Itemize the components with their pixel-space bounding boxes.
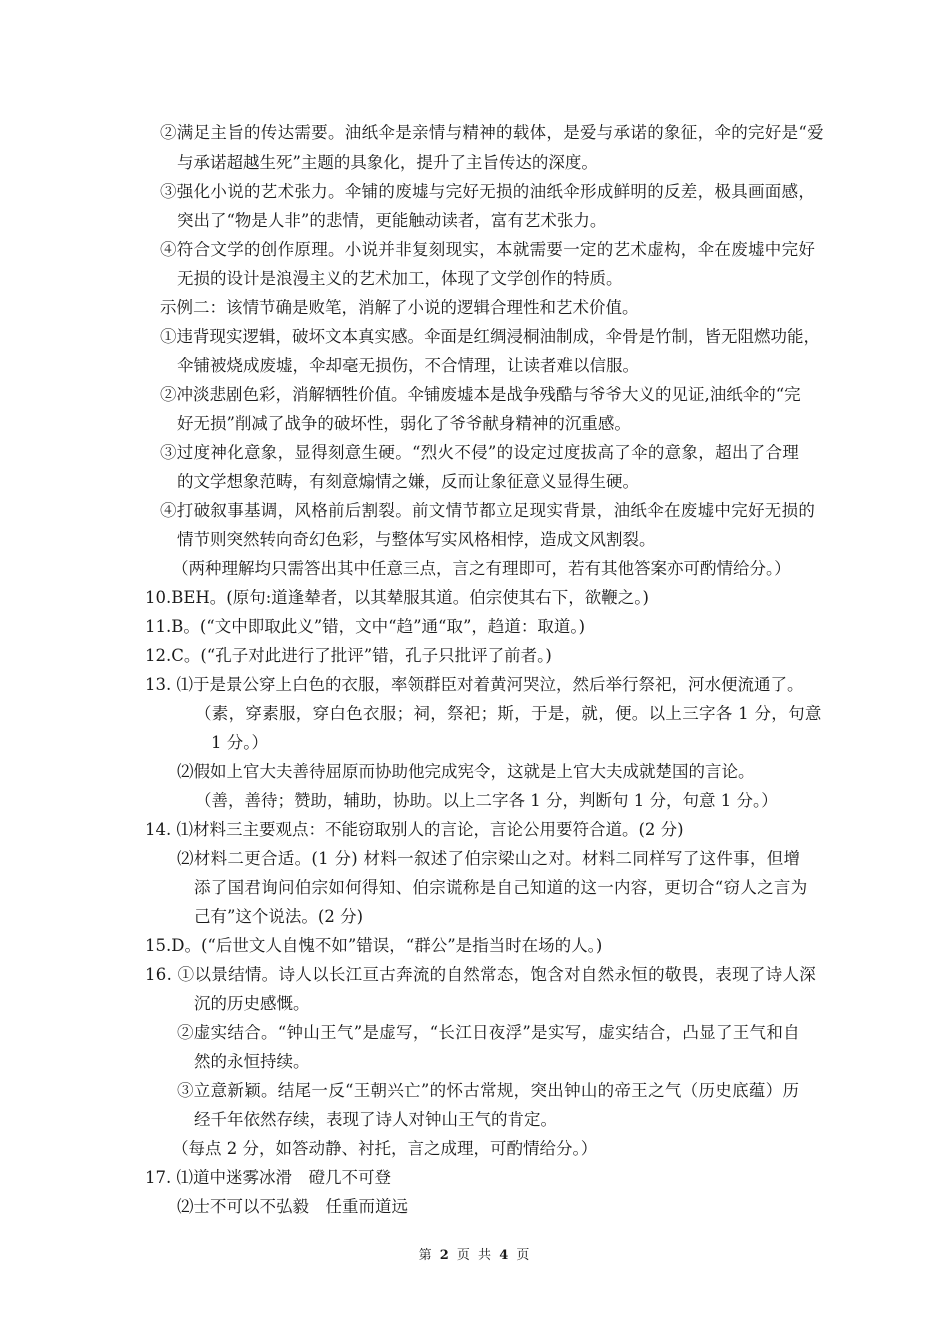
text-line: ③过度神化意象，显得刻意生硬。“烈火不侵”的设定过度拔高了伞的意象，超出了合理 <box>160 443 800 462</box>
text-line: 11.B。(“文中即取此义”错，文中“趋”通“取”，趋道：取道。) <box>145 617 586 636</box>
text-line: ④打破叙事基调，风格前后割裂。前文情节都立足现实背景，油纸伞在废墟中完好无损的 <box>160 501 816 520</box>
text-line: ⑵士不可以不弘毅 任重而道远 <box>177 1197 408 1216</box>
text-line: 与承诺超越生死”主题的具象化，提升了主旨传达的深度。 <box>177 153 598 172</box>
text-line: 然的永恒持续。 <box>194 1052 310 1071</box>
text-line: 13. ⑴于是景公穿上白色的衣服，率领群臣对着黄河哭泣，然后举行祭祀，河水便流通了。 <box>145 675 804 694</box>
text-line: 情节则突然转向奇幻色彩，与整体写实风格相悖，造成文风割裂。 <box>177 530 656 549</box>
text-line: 16. ①以景结情。诗人以长江亘古奔流的自然常态，饱含对自然永恒的敬畏，表现了诗人深 <box>145 965 817 984</box>
text-line: 17. ⑴道中迷雾冰滑 磴几不可登 <box>145 1168 391 1187</box>
text-line: （两种理解均只需答出其中任意三点，言之有理即可，若有其他答案亦可酌情给分。） <box>172 559 791 578</box>
total-page-number: 4 <box>499 1248 511 1263</box>
page-footer <box>0 1247 950 1265</box>
text-line: ⑵假如上官大夫善待屈原而协助他完成宪令，这就是上官大夫成就楚国的言论。 <box>177 762 755 781</box>
text-line: ②冲淡悲剧色彩，消解牺牲价值。伞铺废墟本是战争残酷与爷爷大义的见证,油纸伞的“完 <box>160 385 801 404</box>
text-line: （每点 2 分，如答动静、衬托，言之成理，可酌情给分。） <box>172 1139 598 1158</box>
text-line: ③立意新颖。结尾一反“王朝兴亡”的怀古常规，突出钟山的帝王之气（历史底蕴）历 <box>177 1081 800 1100</box>
text-line: 示例二：该情节确是败笔，消解了小说的逻辑合理性和艺术价值。 <box>160 298 639 317</box>
text-line: （素，穿素服，穿白色衣服；祠，祭祀；斯，于是，就，便。以上三字各 1 分，句意 <box>195 704 822 723</box>
footer-prefix: 第 <box>418 1248 434 1263</box>
text-line: 12.C。(“孔子对此进行了批评”错，孔子只批评了前者。) <box>145 646 552 665</box>
text-line: 己有”这个说法。(2 分) <box>194 907 364 926</box>
text-line: 经千年依然存续，表现了诗人对钟山王气的肯定。 <box>194 1110 557 1129</box>
text-line: ②虚实结合。“钟山王气”是虚写，“长江日夜浮”是实写，虚实结合，凸显了王气和自 <box>177 1023 800 1042</box>
text-line: 10.BEH。(原句:道逢辇者，以其辇服其道。伯宗使其右下，欲鞭之。) <box>145 588 649 607</box>
current-page-number: 2 <box>439 1248 451 1263</box>
text-line: 伞铺被烧成废墟，伞却毫无损伤，不合情理，让读者难以信服。 <box>177 356 639 375</box>
text-line: 突出了“物是人非”的悲情，更能触动读者，富有艺术张力。 <box>177 211 607 230</box>
footer-suffix: 页 <box>516 1248 532 1263</box>
text-line: ①违背现实逻辑，破坏文本真实感。伞面是红绸浸桐油制成，伞骨是竹制，皆无阻燃功能， <box>160 327 820 346</box>
text-line: （善，善待；赞助，辅助，协助。以上二字各 1 分，判断句 1 分，句意 1 分。） <box>195 791 778 810</box>
text-line: 15.D。(“后世文人自愧不如”错误，“群公”是指当时在场的人。) <box>145 936 603 955</box>
text-line: ③强化小说的艺术张力。伞铺的废墟与完好无损的油纸伞形成鲜明的反差，极具画面感， <box>160 182 816 201</box>
text-line: 1 分。） <box>211 733 268 752</box>
footer-middle: 页 共 <box>456 1248 494 1263</box>
text-line: ④符合文学的创作原理。小说并非复刻现实，本就需要一定的艺术虚构，伞在废墟中完好 <box>160 240 816 259</box>
text-line: 好无损”削减了战争的破坏性，弱化了爷爷献身精神的沉重感。 <box>177 414 631 433</box>
text-line: 14. ⑴材料三主要观点：不能窃取别人的言论，言论公用要符合道。(2 分) <box>145 820 684 839</box>
text-line: 添了国君询问伯宗如何得知、伯宗谎称是自己知道的这一内容，更切合“窃人之言为 <box>194 878 808 897</box>
text-line: 沉的历史感慨。 <box>194 994 310 1013</box>
text-line: 的文学想象范畴，有刻意煽情之嫌，反而让象征意义显得生硬。 <box>177 472 639 491</box>
text-line: ⑵材料二更合适。(1 分) 材料一叙述了伯宗梁山之对。材料二同样写了这件事，但增 <box>177 849 801 868</box>
text-line: 无损的设计是浪漫主义的艺术加工，体现了文学创作的特质。 <box>177 269 623 288</box>
text-line: ②满足主旨的传达需要。油纸伞是亲情与精神的载体，是爱与承诺的象征，伞的完好是“爱 <box>160 123 824 142</box>
